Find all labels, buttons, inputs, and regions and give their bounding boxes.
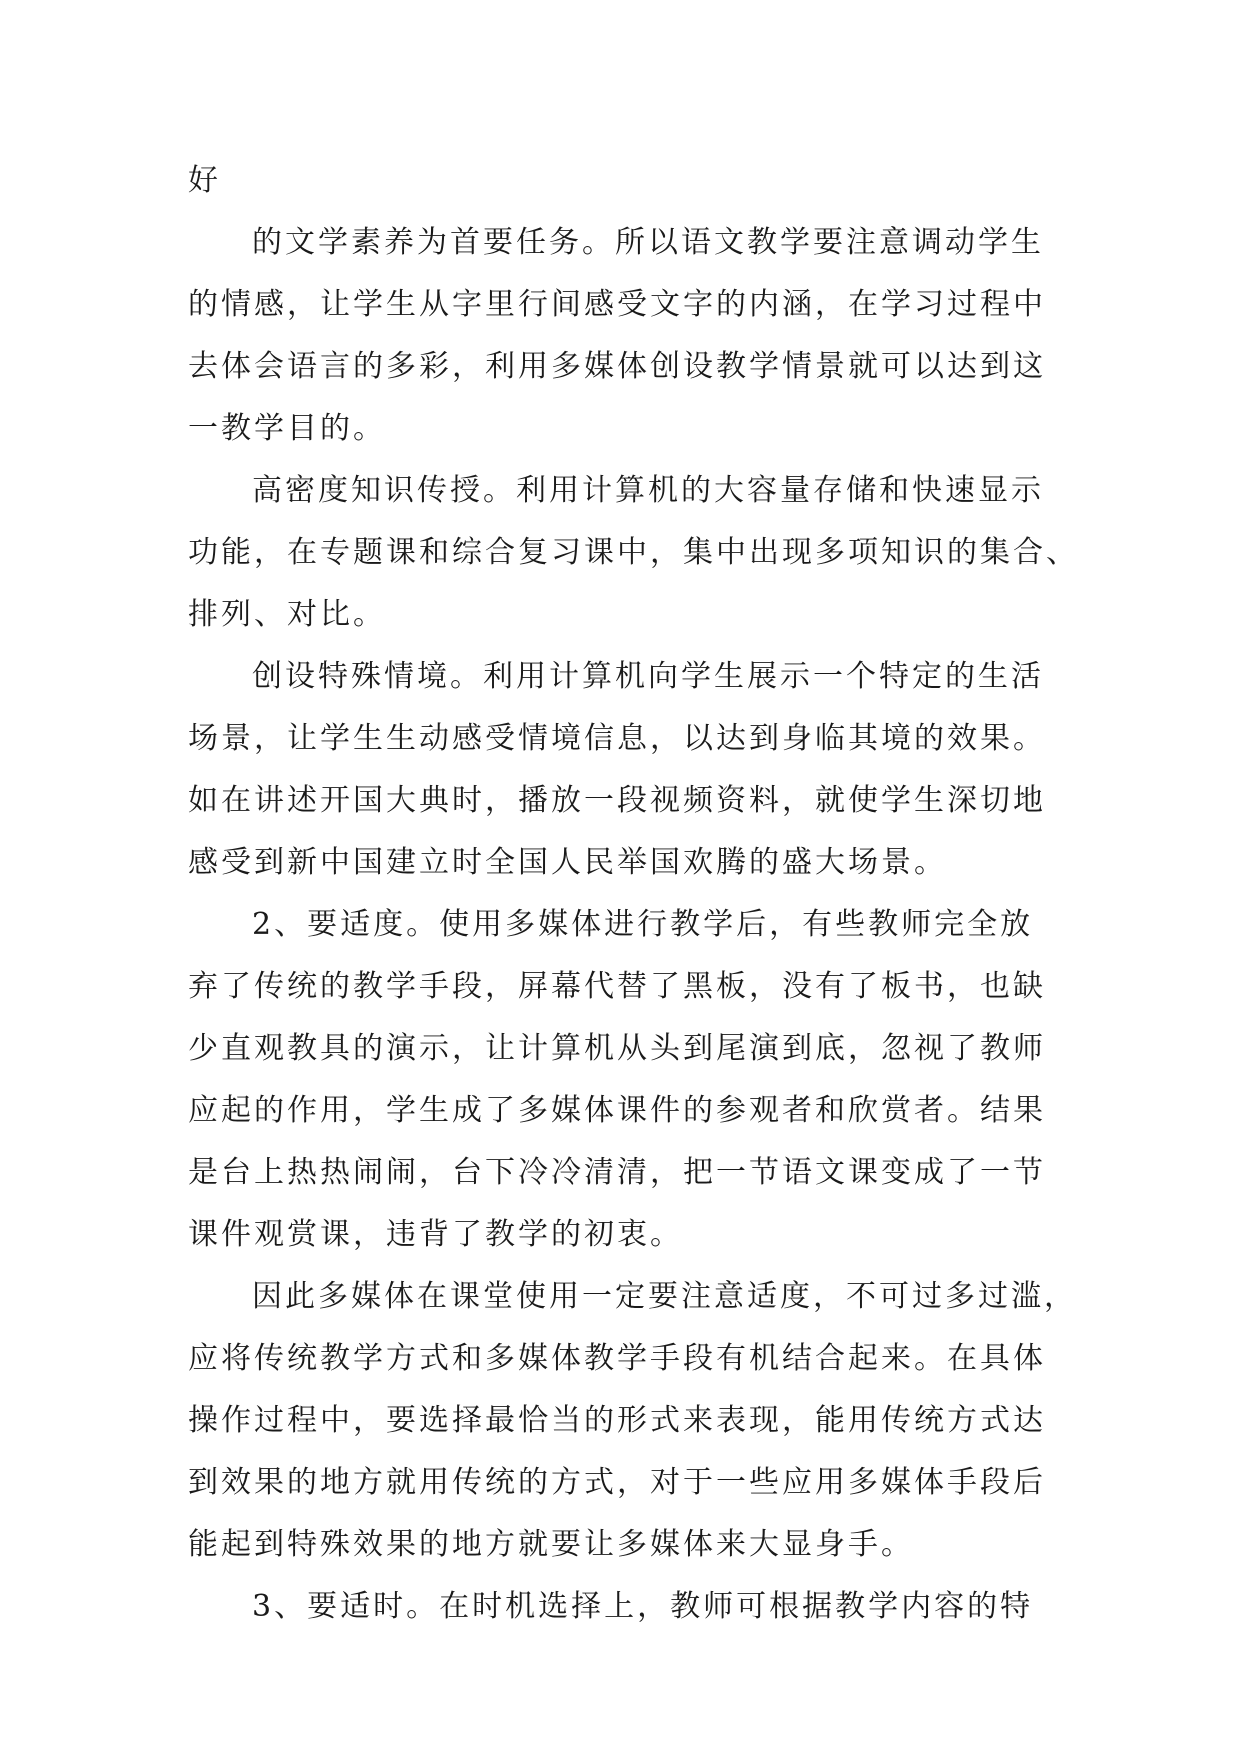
text-line: 是台上热热闹闹，台下冷冷清清，把一节语文课变成了一节 [188, 1155, 1046, 1190]
text-line: 2、要适度。使用多媒体进行教学后，有些教师完全放 [252, 907, 1034, 942]
text-line: 创设特殊情境。利用计算机向学生展示一个特定的生活 [252, 659, 1044, 694]
text-line: 到效果的地方就用传统的方式，对于一些应用多媒体手段后 [188, 1465, 1046, 1500]
text-line: 能起到特殊效果的地方就要让多媒体来大显身手。 [188, 1527, 914, 1562]
text-line: 的文学素养为首要任务。所以语文教学要注意调动学生 [252, 225, 1044, 260]
text-line: 弃了传统的教学手段，屏幕代替了黑板，没有了板书，也缺 [188, 969, 1046, 1004]
text-line: 应将传统教学方式和多媒体教学手段有机结合起来。在具体 [188, 1341, 1046, 1376]
body-text [188, 150, 1079, 1638]
text-line: 一教学目的。 [188, 411, 386, 446]
text-line: 的情感，让学生从字里行间感受文字的内涵，在学习过程中 [188, 287, 1046, 322]
text-line: 去体会语言的多彩，利用多媒体创设教学情景就可以达到这 [188, 349, 1046, 384]
text-line: 因此多媒体在课堂使用一定要注意适度，不可过多过滥， [252, 1279, 1077, 1314]
text-line: 功能，在专题课和综合复习课中，集中出现多项知识的集合、 [188, 535, 1079, 570]
text-line: 3、要适时。在时机选择上，教师可根据教学内容的特 [252, 1589, 1034, 1624]
text-line: 感受到新中国建立时全国人民举国欢腾的盛大场景。 [188, 845, 947, 880]
text-line: 操作过程中，要选择最恰当的形式来表现，能用传统方式达 [188, 1403, 1046, 1438]
text-line: 如在讲述开国大典时，播放一段视频资料，就使学生深切地 [188, 783, 1046, 818]
text-line: 课件观赏课，违背了教学的初衷。 [188, 1217, 683, 1252]
text-line: 场景，让学生生动感受情境信息，以达到身临其境的效果。 [188, 721, 1046, 756]
text-line: 好 [188, 163, 221, 198]
text-line: 高密度知识传授。利用计算机的大容量存储和快速显示 [252, 473, 1044, 508]
text-line: 少直观教具的演示，让计算机从头到尾演到底，忽视了教师 [188, 1031, 1046, 1066]
text-line: 排列、对比。 [188, 597, 386, 632]
text-line: 应起的作用，学生成了多媒体课件的参观者和欣赏者。结果 [188, 1093, 1046, 1128]
